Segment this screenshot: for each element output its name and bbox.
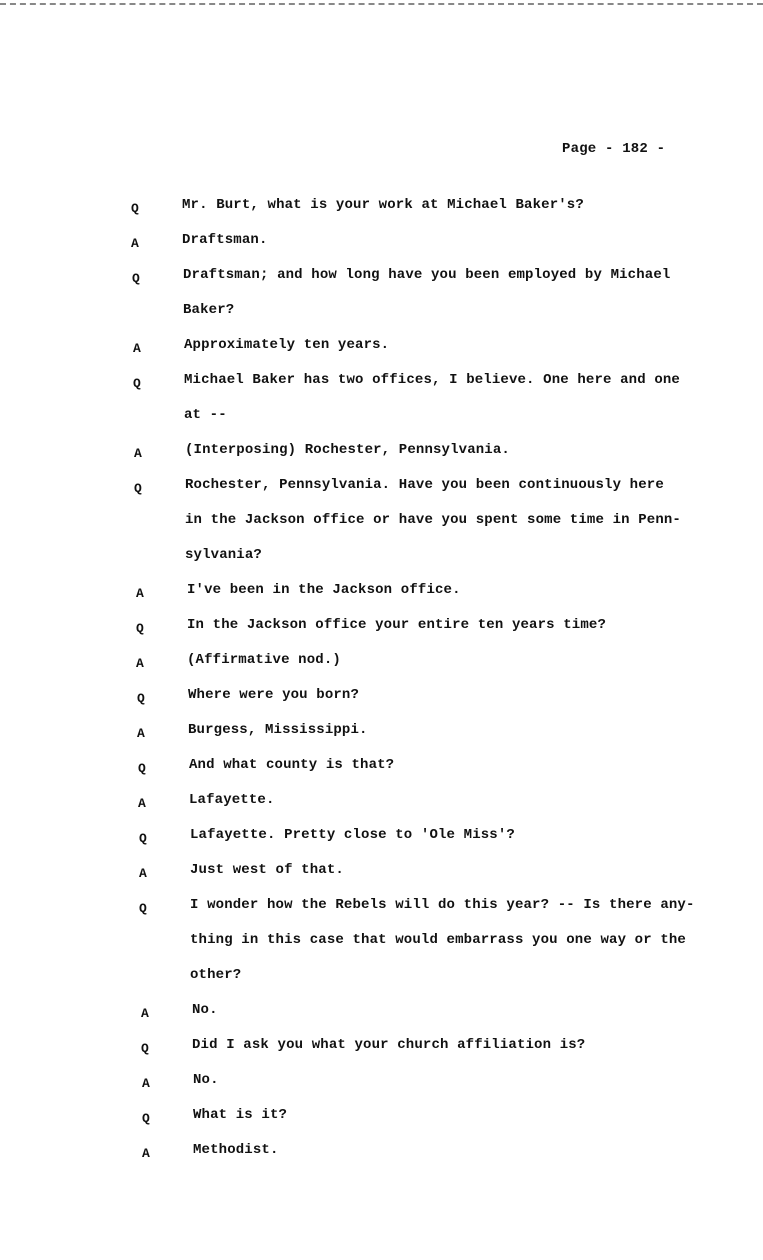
- testimony-line: Mr. Burt, what is your work at Michael Baker's?: [182, 197, 584, 213]
- speaker-label: A: [139, 866, 147, 881]
- testimony-line: thing in this case that would embarrass you one way or the: [190, 932, 686, 948]
- speaker-label: A: [142, 1146, 150, 1161]
- speaker-label: Q: [142, 1111, 150, 1126]
- testimony-text: [182, 223, 722, 258]
- testimony-line: sylvania?: [185, 547, 262, 563]
- speaker-label: Q: [133, 376, 141, 391]
- testimony-line: Did I ask you what your church affiliation is?: [192, 1037, 586, 1053]
- testimony-text: [188, 678, 728, 713]
- testimony-text: [187, 608, 727, 643]
- testimony-line: Rochester, Pennsylvania. Have you been continuously here: [185, 477, 664, 493]
- speaker-label: Q: [132, 271, 140, 286]
- question-entry: [132, 267, 732, 318]
- testimony-text: [189, 748, 729, 783]
- testimony-text: [188, 713, 728, 748]
- testimony-line: at --: [184, 407, 227, 423]
- testimony-line: And what county is that?: [189, 757, 395, 773]
- testimony-line: Burgess, Mississippi.: [188, 722, 368, 738]
- speaker-label: Q: [134, 481, 142, 496]
- testimony-text: [193, 1063, 733, 1098]
- testimony-line: Lafayette.: [189, 792, 275, 808]
- speaker-label: A: [141, 1006, 149, 1021]
- question-entry: [133, 372, 733, 423]
- testimony-text: [192, 993, 732, 1028]
- speaker-label: Q: [131, 201, 139, 216]
- testimony-line: Draftsman; and how long have you been employed by Michael: [183, 267, 671, 283]
- speaker-label: Q: [138, 761, 146, 776]
- testimony-text: [189, 783, 729, 818]
- speaker-label: A: [138, 796, 146, 811]
- testimony-line: No.: [193, 1072, 219, 1088]
- testimony-text: [193, 1098, 733, 1133]
- answer-entry: [142, 1143, 742, 1177]
- testimony-text: [190, 853, 730, 888]
- testimony-line: in the Jackson office or have you spent some time in Penn-: [185, 512, 681, 528]
- testimony-text: [185, 468, 725, 573]
- testimony-line: other?: [190, 967, 242, 983]
- testimony-text: [190, 818, 730, 853]
- testimony-text: [184, 363, 724, 433]
- testimony-line: Just west of that.: [190, 862, 344, 878]
- testimony-text: [187, 643, 727, 678]
- testimony-line: Lafayette. Pretty close to 'Ole Miss'?: [190, 827, 515, 843]
- testimony-text: [183, 258, 723, 328]
- testimony-text: [192, 1028, 732, 1063]
- speaker-label: A: [133, 341, 141, 356]
- speaker-label: A: [134, 446, 142, 461]
- speaker-label: Q: [137, 691, 145, 706]
- speaker-label: Q: [136, 621, 144, 636]
- testimony-text: [184, 328, 724, 363]
- testimony-text: [193, 1133, 733, 1168]
- testimony-line: (Affirmative nod.): [187, 652, 341, 668]
- speaker-label: Q: [141, 1041, 149, 1056]
- page-number: Page - 182 -: [562, 141, 666, 157]
- speaker-label: A: [137, 726, 145, 741]
- speaker-label: A: [131, 236, 139, 251]
- testimony-line: Michael Baker has two offices, I believe. One here and one: [184, 372, 680, 388]
- testimony-line: I wonder how the Rebels will do this year? -- Is there any-: [190, 897, 695, 913]
- testimony-text: [190, 888, 730, 993]
- speaker-label: A: [136, 656, 144, 671]
- testimony-text: [187, 573, 727, 608]
- testimony-line: Draftsman.: [182, 232, 268, 248]
- testimony-line: (Interposing) Rochester, Pennsylvania.: [185, 442, 510, 458]
- speaker-label: A: [142, 1076, 150, 1091]
- testimony-line: Approximately ten years.: [184, 337, 390, 353]
- testimony-line: Methodist.: [193, 1142, 279, 1158]
- testimony-line: Where were you born?: [188, 687, 360, 703]
- testimony-line: Baker?: [183, 302, 235, 318]
- speaker-label: Q: [139, 831, 147, 846]
- speaker-label: Q: [139, 901, 147, 916]
- question-entry: [139, 897, 739, 983]
- testimony-text: [185, 433, 725, 468]
- testimony-line: What is it?: [193, 1107, 288, 1123]
- question-entry: [134, 477, 734, 563]
- testimony-line: No.: [192, 1002, 218, 1018]
- speaker-label: A: [136, 586, 144, 601]
- testimony-text: [182, 188, 722, 223]
- testimony-line: I've been in the Jackson office.: [187, 582, 461, 598]
- testimony-line: In the Jackson office your entire ten years time?: [187, 617, 607, 633]
